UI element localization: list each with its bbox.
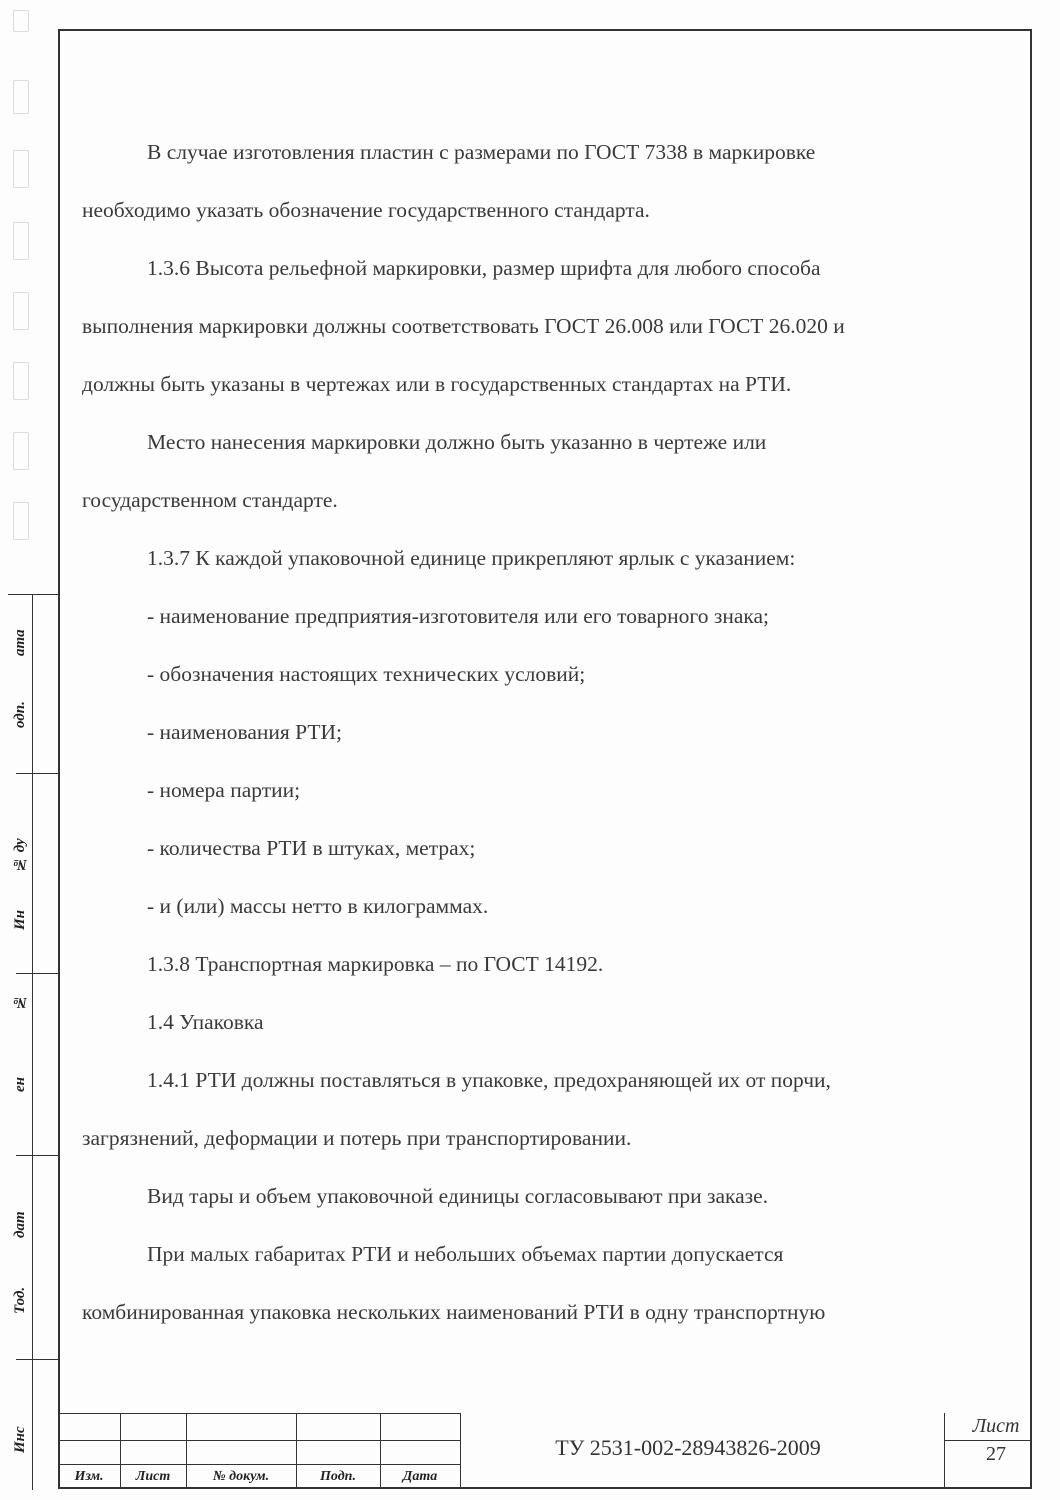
text-line: - количества РТИ в штуках, метрах; [147,836,476,860]
text-line: Место нанесения маркировки должно быть указанно в чертеже или [147,430,767,454]
text-line: Вид тары и объем упаковочной единицы согласовывают при заказе. [147,1184,769,1208]
text-line: - обозначения настоящих технических условий; [147,662,586,686]
sheet-label: Лист [972,1415,1020,1437]
sheet-number: 27 [986,1443,1006,1465]
text-line: 1.4 Упаковка [147,1010,264,1034]
binding-marks [8,0,28,560]
title-block [58,1413,1032,1489]
text-line: 1.3.8 Транспортная маркировка – по ГОСТ 14192. [147,952,604,976]
text-line: При малых габаритах РТИ и небольших объемах партии допускается [147,1242,784,1266]
stamp-label: одп. [12,701,28,729]
title-block-col-label: № докум. [212,1469,270,1484]
text-line: - наименования РТИ; [147,720,343,744]
stamp-label: Инс [12,1426,28,1454]
stamp-label: № [12,994,28,1011]
text-line: - наименование предприятия-изготовителя или его товарного знака; [147,604,770,628]
text-line: выполнения маркировки должны соответствовать ГОСТ 26.008 или ГОСТ 26.020 и [82,314,845,338]
text-line: загрязнений, деформации и потерь при транспортировании. [82,1126,632,1150]
stamp-label: № ду [12,838,28,872]
text-line: необходимо указать обозначение государственного стандарта. [82,198,650,222]
page-frame [58,29,1032,1489]
document-code: ТУ 2531-002-28943826-2009 [555,1435,821,1460]
stamp-label: ен [12,1077,28,1093]
stamp-label: Тод. [12,1286,28,1314]
stamp-label: Ин [12,910,28,930]
text-line: 1.4.1 РТИ должны поставляться в упаковке, предохраняющей их от порчи, [147,1068,831,1092]
title-block-col-label: Подп. [320,1469,356,1484]
text-line: государственном стандарте. [82,488,338,512]
title-block-col-label: Дата [402,1469,438,1484]
title-block-col-label: Лист [135,1469,171,1484]
text-line: комбинированная упаковка нескольких наименований РТИ в одну транспортную [82,1300,826,1324]
text-line: В случае изготовления пластин с размерами по ГОСТ 7338 в маркировке [147,140,816,164]
text-line: 1.3.6 Высота рельефной маркировки, размер шрифта для любого способа [147,256,821,280]
stamp-label: дат [12,1211,28,1239]
left-margin-stamp [8,594,58,1490]
text-line: должны быть указаны в чертежах или в государственных стандартах на РТИ. [82,372,792,396]
text-line: - и (или) массы нетто в килограммах. [147,894,489,918]
stamp-label: ата [12,629,28,657]
text-line: 1.3.7 К каждой упаковочной единице прикрепляют ярлык с указанием: [147,546,796,570]
text-line: - номера партии; [147,778,301,802]
title-block-col-label: Изм. [74,1469,104,1484]
